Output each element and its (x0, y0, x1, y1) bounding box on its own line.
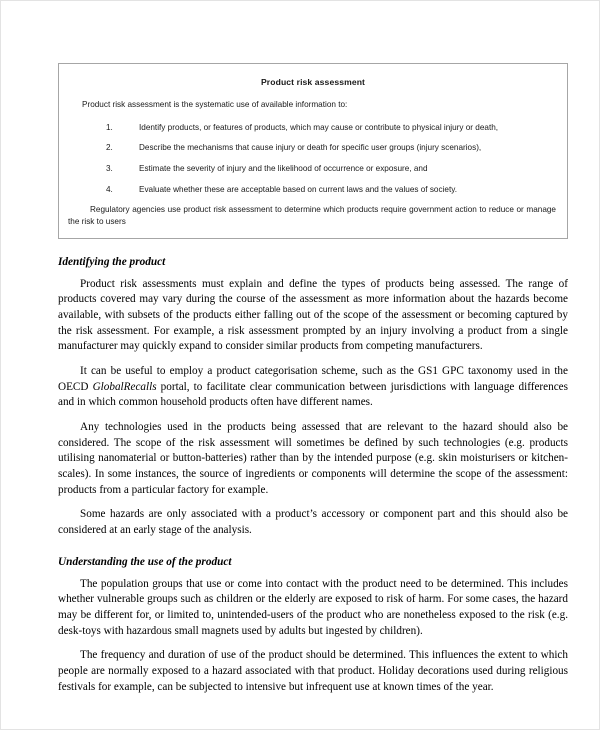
list-item (68, 122, 558, 134)
list-item (68, 163, 558, 175)
list-item (68, 184, 558, 196)
section-heading-identifying-the-product: Identifying the product (58, 255, 166, 268)
list-item-number: 3. (106, 164, 113, 174)
paragraph: Any technologies used in the products being assessed that are relevant to the hazard should also be considered. The scope of the risk assessment will sometimes be defined by such technologies (e.g. products utilising nanomaterial or button-batteries) rather than by the intended purpose (e.g. skin moisturisers or kitchen-scales). In some instances, the source of ingredients or components will determine the scope of the assessment: products from a particular factory for example. (58, 421, 568, 496)
list-item-text: Identify products, or features of products, which may cause or contribute to physical injury or death, (139, 122, 499, 132)
page-content-column (58, 1, 568, 695)
paragraph: Some hazards are only associated with a product’s accessory or component part and this should also be considered at an early stage of the analysis. (58, 508, 568, 537)
paragraph: The frequency and duration of use of the product should be determined. This influences the extent to which people are normally exposed to a hazard associated with that product. Holiday decorations used during religious festivals for example, can be subjected to intensive but infrequent use at known times of the year. (58, 649, 568, 693)
list-item-text: Describe the mechanisms that cause injury or death for specific user groups (injury scenarios), (139, 143, 482, 153)
list-item (68, 142, 558, 154)
list-item-number: 2. (106, 143, 113, 153)
section-heading-understanding-the-use-of-the-product: Understanding the use of the product (58, 555, 232, 568)
callout-closing-paragraph: Regulatory agencies use product risk assessment to determine which products require government action to reduce or manage the risk to users (68, 205, 556, 227)
list-item-number: 1. (106, 122, 113, 132)
product-risk-assessment-callout-box (58, 63, 568, 239)
callout-title: Product risk assessment (260, 77, 366, 87)
callout-lead-text: Product risk assessment is the systematic use of available information to: (82, 100, 348, 110)
list-item-text: Estimate the severity of injury and the likelihood of occurrence or exposure, and (139, 164, 428, 174)
list-item-number: 4. (106, 184, 113, 194)
paragraph: Product risk assessments must explain and define the types of products being assessed. The range of products covered may vary during the course of the assessment as more information about the hazards become available, with subsets of the products either falling out of the scope of the assessment or becoming captured by the risk assessment. For example, a risk assessment prompted by an injury involving a product from a single manufacturer may quickly expand to consider similar products from competing manufacturers. (58, 277, 568, 353)
paragraph: The population groups that use or come into contact with the product need to be determined. This includes whether vulnerable groups such as children or the elderly are exposed to risk of harm. For some cases, the hazard may be different for, or limited to, unintended-users of the product who are nonetheless exposed to the risk (e.g. desk-toys with hazardous small magnets used by adults but ingested by children). (58, 577, 568, 637)
italic-term: GlobalRecalls (92, 380, 157, 393)
list-item-text: Evaluate whether these are acceptable based on current laws and the values of society. (139, 184, 457, 194)
paragraph-with-italic-term: It can be useful to employ a product categorisation scheme, such as the GS1 GPC taxonomy used in the OECD GlobalRecalls portal, to facilitate clear communication between jurisdictions with language differences and in which common household products often have different names. (58, 365, 568, 409)
callout-numbered-list (68, 122, 558, 196)
